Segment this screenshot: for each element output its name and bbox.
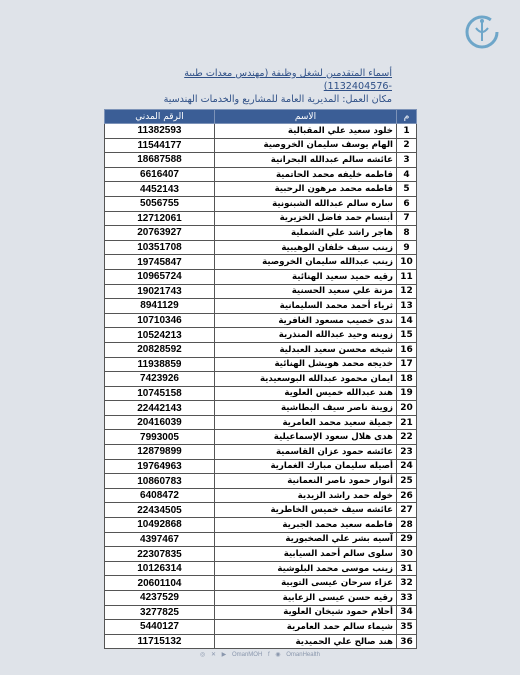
table-row (105, 138, 417, 153)
table-row (105, 284, 417, 299)
row-number: 35 (397, 620, 417, 635)
civil-id: 10710346 (105, 313, 215, 328)
table-row (105, 226, 417, 241)
applicant-name: هند صالح علي الحميدية (215, 634, 397, 649)
applicant-name: أنوار حمود ناصر النعمانية (215, 474, 397, 489)
table-row (105, 620, 417, 635)
row-number: 21 (397, 415, 417, 430)
table-row (105, 357, 417, 372)
civil-id: 12879899 (105, 445, 215, 460)
applicant-name: الهام يوسف سليمان الخروصية (215, 138, 397, 153)
ministry-logo (464, 14, 500, 50)
job-title-line: أسماء المتقدمين لشغل وظيفة (مهندس معدات طبية -1132404576) (184, 68, 392, 92)
workplace-line: مكان العمل: المديرية العامة للمشاريع والخدمات الهندسية (163, 94, 392, 105)
table-row (105, 182, 417, 197)
row-number: 13 (397, 299, 417, 314)
table-row (105, 488, 417, 503)
civil-id: 6616407 (105, 167, 215, 182)
civil-id: 4237529 (105, 591, 215, 606)
youtube-icon: ▶ (221, 652, 227, 658)
civil-id: 11544177 (105, 138, 215, 153)
civil-id: 20601104 (105, 576, 215, 591)
row-number: 28 (397, 518, 417, 533)
row-number: 32 (397, 576, 417, 591)
table-row (105, 167, 417, 182)
row-number: 30 (397, 547, 417, 562)
row-number: 3 (397, 153, 417, 168)
table-row (105, 372, 417, 387)
civil-id: 19021743 (105, 284, 215, 299)
row-number: 14 (397, 313, 417, 328)
row-number: 10 (397, 255, 417, 270)
applicant-name: خديجه محمد هويشل الهنائية (215, 357, 397, 372)
applicant-name: أبتسام حمد فاضل الخزيرية (215, 211, 397, 226)
civil-id: 22442143 (105, 401, 215, 416)
row-number: 1 (397, 124, 417, 139)
row-number: 31 (397, 561, 417, 576)
row-number: 34 (397, 605, 417, 620)
civil-id: 22434505 (105, 503, 215, 518)
row-number: 26 (397, 488, 417, 503)
table-row (105, 342, 417, 357)
row-number: 27 (397, 503, 417, 518)
row-number: 29 (397, 532, 417, 547)
applicant-name: ثرياء أحمد محمد السليمانية (215, 299, 397, 314)
applicant-name: ساره سالم عبدالله الشبنونية (215, 196, 397, 211)
civil-id: 10860783 (105, 474, 215, 489)
row-number: 24 (397, 459, 417, 474)
civil-id: 10492868 (105, 518, 215, 533)
header-name: الاسم (215, 110, 397, 124)
civil-id: 11938859 (105, 357, 215, 372)
table-row (105, 240, 417, 255)
table-row (105, 474, 417, 489)
applicant-name: رقيه حميد سعيد الهنائية (215, 269, 397, 284)
civil-id: 4397467 (105, 532, 215, 547)
row-number: 11 (397, 269, 417, 284)
row-number: 23 (397, 445, 417, 460)
civil-id: 3277825 (105, 605, 215, 620)
row-number: 17 (397, 357, 417, 372)
table-row (105, 430, 417, 445)
row-number: 5 (397, 182, 417, 197)
applicant-name: ندى خصيب مسعود الغافرية (215, 313, 397, 328)
civil-id: 11382593 (105, 124, 215, 139)
civil-id: 8941129 (105, 299, 215, 314)
row-number: 8 (397, 226, 417, 241)
applicant-name: شيماء سالم حمد العامرية (215, 620, 397, 635)
applicant-name: هدى هلال سعود الإسماعيلية (215, 430, 397, 445)
x-icon: ✕ (210, 652, 216, 658)
applicant-name: عائشه حمود عزان القاسمية (215, 445, 397, 460)
row-number: 25 (397, 474, 417, 489)
row-number: 20 (397, 401, 417, 416)
applicants-table (104, 109, 417, 649)
civil-id: 5056755 (105, 196, 215, 211)
civil-id: 18687588 (105, 153, 215, 168)
applicant-name: ايمان محمود عبدالله البوسعيدية (215, 372, 397, 387)
table-row (105, 401, 417, 416)
civil-id: 22307835 (105, 547, 215, 562)
row-number: 6 (397, 196, 417, 211)
table-row (105, 328, 417, 343)
table-row (105, 605, 417, 620)
row-number: 22 (397, 430, 417, 445)
row-number: 18 (397, 372, 417, 387)
table-row (105, 415, 417, 430)
civil-id: 11715132 (105, 634, 215, 649)
table-row (105, 561, 417, 576)
table-row (105, 386, 417, 401)
footer-handle-2: OmanHealth (286, 652, 320, 658)
civil-id: 12712061 (105, 211, 215, 226)
footer-handle-1: OmanMOH (231, 652, 263, 658)
row-number: 36 (397, 634, 417, 649)
civil-id: 20416039 (105, 415, 215, 430)
row-number: 4 (397, 167, 417, 182)
table-row (105, 518, 417, 533)
civil-id: 10351708 (105, 240, 215, 255)
row-number: 9 (397, 240, 417, 255)
table-row (105, 445, 417, 460)
applicant-name: شيخه محسن سعيد العبدلية (215, 342, 397, 357)
applicant-name: أحلام حمود شيخان العلوية (215, 605, 397, 620)
table-row (105, 124, 417, 139)
applicant-name: خلود سعيد علي المقبالية (215, 124, 397, 139)
applicant-name: مزنة علي سعيد الحسنية (215, 284, 397, 299)
table-row (105, 153, 417, 168)
row-number: 15 (397, 328, 417, 343)
instagram-icon: ◎ (200, 652, 206, 658)
table-row (105, 532, 417, 547)
table-row (105, 299, 417, 314)
table-row (105, 576, 417, 591)
table-row (105, 211, 417, 226)
row-number: 7 (397, 211, 417, 226)
civil-id: 10965724 (105, 269, 215, 284)
applicant-name: فاطمه محمد مرهون الرحبية (215, 182, 397, 197)
row-number: 12 (397, 284, 417, 299)
applicant-name: زينب موسى محمد البلوشية (215, 561, 397, 576)
civil-id: 5440127 (105, 620, 215, 635)
table-row (105, 503, 417, 518)
table-row (105, 255, 417, 270)
applicant-name: آسيه بشر علي الصخبورية (215, 532, 397, 547)
civil-id: 19745847 (105, 255, 215, 270)
row-number: 33 (397, 591, 417, 606)
table-row (105, 313, 417, 328)
applicant-name: خوله حمد راشد الزيدية (215, 488, 397, 503)
applicant-name: رقيه حسن عيسى الزعابية (215, 591, 397, 606)
applicant-name: عائشه سالم عبدالله البحرانية (215, 153, 397, 168)
facebook-icon: f (267, 652, 270, 658)
table-row (105, 634, 417, 649)
applicant-name: جميلة سعيد محمد العامرية (215, 415, 397, 430)
civil-id: 10745158 (105, 386, 215, 401)
document-header (122, 67, 392, 106)
civil-id: 7423926 (105, 372, 215, 387)
table-row (105, 459, 417, 474)
table-body (105, 124, 417, 649)
civil-id: 20763927 (105, 226, 215, 241)
civil-id: 6408472 (105, 488, 215, 503)
applicant-name: زينب عبدالله سليمان الخروصية (215, 255, 397, 270)
web-icon: ◉ (275, 652, 281, 658)
applicant-name: عائشه سيف خميس الخاطرية (215, 503, 397, 518)
header-id: الرقم المدني (105, 110, 215, 124)
civil-id: 19764963 (105, 459, 215, 474)
civil-id: 7993005 (105, 430, 215, 445)
civil-id: 4452143 (105, 182, 215, 197)
applicant-name: عزاء سرحان عيسى التوبية (215, 576, 397, 591)
applicant-name: أصيله سليمان مبارك الغمارية (215, 459, 397, 474)
applicant-name: زوينة ناصر سيف البطاشية (215, 401, 397, 416)
table-header-row (105, 110, 417, 124)
ministry-logo-icon (464, 14, 500, 50)
table-row (105, 196, 417, 211)
applicant-name: زينب سيف خلفان الوهيبية (215, 240, 397, 255)
header-num: م (397, 110, 417, 124)
applicant-name: فاطمه سعيد محمد الجبرية (215, 518, 397, 533)
row-number: 16 (397, 342, 417, 357)
civil-id: 10524213 (105, 328, 215, 343)
applicant-name: زوينه وحيد عبدالله المنذرية (215, 328, 397, 343)
row-number: 2 (397, 138, 417, 153)
social-footer (0, 651, 520, 658)
table-row (105, 547, 417, 562)
row-number: 19 (397, 386, 417, 401)
civil-id: 20828592 (105, 342, 215, 357)
applicant-name: هند عبدالله خميس العلوية (215, 386, 397, 401)
applicant-name: هاجر راشد علي الشملية (215, 226, 397, 241)
applicant-name: سلوى سالم أحمد السيابية (215, 547, 397, 562)
table-row (105, 591, 417, 606)
civil-id: 10126314 (105, 561, 215, 576)
table-row (105, 269, 417, 284)
applicant-name: فاطمه خليفه محمد الحاتمية (215, 167, 397, 182)
